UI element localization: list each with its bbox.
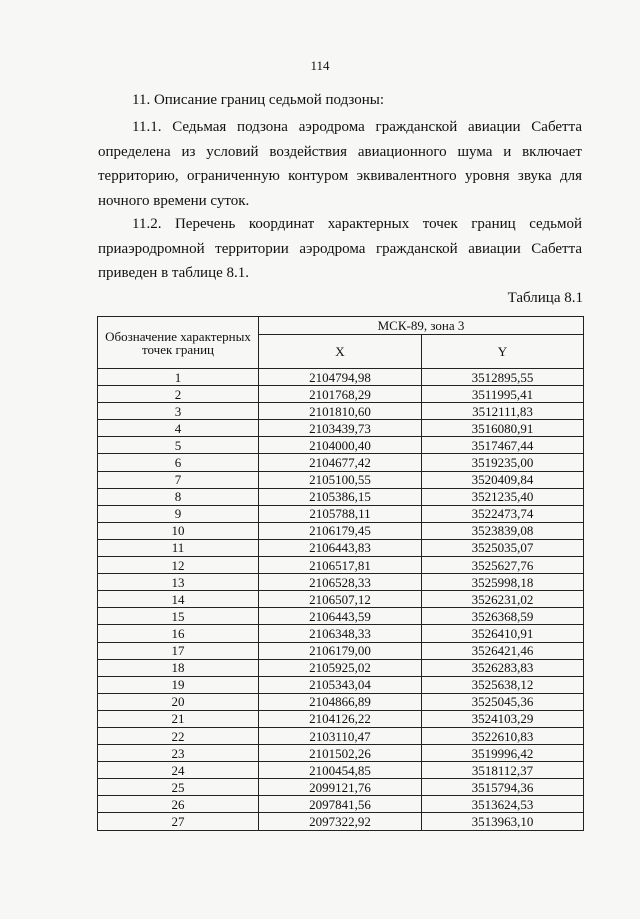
cell-x: 2106443,59 — [259, 608, 422, 625]
cell-y: 3512895,55 — [422, 369, 584, 386]
table-row — [98, 625, 584, 642]
cell-point-number: 6 — [98, 454, 259, 471]
cell-y: 3513624,53 — [422, 796, 584, 813]
cell-point-number: 1 — [98, 369, 259, 386]
table-row — [98, 403, 584, 420]
table-row — [98, 522, 584, 539]
cell-x: 2106517,81 — [259, 557, 422, 574]
table-row — [98, 420, 584, 437]
cell-y: 3513963,10 — [422, 813, 584, 830]
cell-y: 3526231,02 — [422, 591, 584, 608]
header-y: Y — [422, 335, 584, 369]
table-row — [98, 505, 584, 522]
table-row — [98, 539, 584, 556]
cell-x: 2101768,29 — [259, 386, 422, 403]
cell-point-number: 7 — [98, 471, 259, 488]
cell-y: 3525035,07 — [422, 539, 584, 556]
table-row — [98, 779, 584, 796]
table-row — [98, 488, 584, 505]
cell-point-number: 12 — [98, 557, 259, 574]
table-row — [98, 693, 584, 710]
cell-point-number: 13 — [98, 574, 259, 591]
table-row — [98, 642, 584, 659]
cell-x: 2106528,33 — [259, 574, 422, 591]
table-row — [98, 659, 584, 676]
table-row — [98, 608, 584, 625]
cell-x: 2105925,02 — [259, 659, 422, 676]
cell-x: 2099121,76 — [259, 779, 422, 796]
cell-y: 3525627,76 — [422, 557, 584, 574]
paragraph-11-1: 11.1. Седьмая подзона аэродрома гражданской авиации Сабетта определена из условий воздействия авиационного шума и включает территорию, ограниченную контуром эквивалентного уровня звука для ночного времени суток. — [98, 119, 582, 209]
cell-y: 3523839,08 — [422, 522, 584, 539]
cell-y: 3525998,18 — [422, 574, 584, 591]
cell-x: 2100454,85 — [259, 762, 422, 779]
cell-point-number: 9 — [98, 505, 259, 522]
cell-x: 2106179,45 — [259, 522, 422, 539]
cell-point-number: 14 — [98, 591, 259, 608]
cell-y: 3526410,91 — [422, 625, 584, 642]
header-x: X — [259, 335, 422, 369]
cell-y: 3516080,91 — [422, 420, 584, 437]
cell-point-number: 8 — [98, 488, 259, 505]
cell-y: 3515794,36 — [422, 779, 584, 796]
header-point-designation: Обозначение характерных точек границ — [98, 317, 259, 369]
cell-y: 3522473,74 — [422, 505, 584, 522]
table-row — [98, 676, 584, 693]
cell-point-number: 23 — [98, 745, 259, 762]
cell-x: 2105100,55 — [259, 471, 422, 488]
cell-x: 2097841,56 — [259, 796, 422, 813]
cell-y: 3519235,00 — [422, 454, 584, 471]
paragraph-11-2: 11.2. Перечень координат характерных точек границ седьмой приаэродромной территории аэродрома гражданской авиации Сабетта приведен в таблице 8.1. — [98, 216, 582, 281]
section-heading: 11. Описание границ седьмой подзоны: — [132, 92, 384, 108]
cell-y: 3522610,83 — [422, 727, 584, 744]
cell-point-number: 10 — [98, 522, 259, 539]
cell-y: 3520409,84 — [422, 471, 584, 488]
cell-x: 2105386,15 — [259, 488, 422, 505]
table-row — [98, 710, 584, 727]
cell-x: 2103439,73 — [259, 420, 422, 437]
cell-y: 3518112,37 — [422, 762, 584, 779]
cell-y: 3521235,40 — [422, 488, 584, 505]
table-row — [98, 727, 584, 744]
cell-point-number: 22 — [98, 727, 259, 744]
cell-x: 2097322,92 — [259, 813, 422, 830]
cell-point-number: 19 — [98, 676, 259, 693]
cell-x: 2105788,11 — [259, 505, 422, 522]
table-row — [98, 471, 584, 488]
table-row — [98, 454, 584, 471]
table-row — [98, 762, 584, 779]
header-coordinate-system: МСК-89, зона 3 — [259, 317, 584, 335]
cell-point-number: 3 — [98, 403, 259, 420]
cell-x: 2106443,83 — [259, 539, 422, 556]
cell-x: 2104677,42 — [259, 454, 422, 471]
cell-x: 2104000,40 — [259, 437, 422, 454]
table-row — [98, 796, 584, 813]
cell-point-number: 2 — [98, 386, 259, 403]
cell-point-number: 20 — [98, 693, 259, 710]
cell-y: 3525045,36 — [422, 693, 584, 710]
cell-point-number: 4 — [98, 420, 259, 437]
table-row — [98, 591, 584, 608]
cell-point-number: 27 — [98, 813, 259, 830]
cell-y: 3525638,12 — [422, 676, 584, 693]
table-row — [98, 574, 584, 591]
cell-x: 2105343,04 — [259, 676, 422, 693]
cell-x: 2106179,00 — [259, 642, 422, 659]
cell-point-number: 16 — [98, 625, 259, 642]
coordinates-table — [97, 316, 584, 831]
table-caption: Таблица 8.1 — [507, 290, 583, 306]
cell-point-number: 18 — [98, 659, 259, 676]
cell-y: 3526421,46 — [422, 642, 584, 659]
cell-point-number: 15 — [98, 608, 259, 625]
cell-x: 2106507,12 — [259, 591, 422, 608]
cell-y: 3511995,41 — [422, 386, 584, 403]
cell-point-number: 25 — [98, 779, 259, 796]
table-row — [98, 745, 584, 762]
cell-point-number: 24 — [98, 762, 259, 779]
cell-x: 2101810,60 — [259, 403, 422, 420]
cell-y: 3524103,29 — [422, 710, 584, 727]
cell-point-number: 5 — [98, 437, 259, 454]
cell-point-number: 21 — [98, 710, 259, 727]
cell-x: 2103110,47 — [259, 727, 422, 744]
cell-point-number: 17 — [98, 642, 259, 659]
cell-y: 3512111,83 — [422, 403, 584, 420]
table-row — [98, 386, 584, 403]
cell-x: 2106348,33 — [259, 625, 422, 642]
table-row — [98, 557, 584, 574]
cell-x: 2104126,22 — [259, 710, 422, 727]
cell-point-number: 11 — [98, 539, 259, 556]
cell-y: 3526283,83 — [422, 659, 584, 676]
cell-y: 3526368,59 — [422, 608, 584, 625]
cell-x: 2104794,98 — [259, 369, 422, 386]
page-number: 114 — [310, 58, 330, 73]
cell-x: 2101502,26 — [259, 745, 422, 762]
cell-y: 3519996,42 — [422, 745, 584, 762]
table-row — [98, 437, 584, 454]
cell-x: 2104866,89 — [259, 693, 422, 710]
table-row — [98, 813, 584, 830]
table-row — [98, 369, 584, 386]
cell-point-number: 26 — [98, 796, 259, 813]
cell-y: 3517467,44 — [422, 437, 584, 454]
